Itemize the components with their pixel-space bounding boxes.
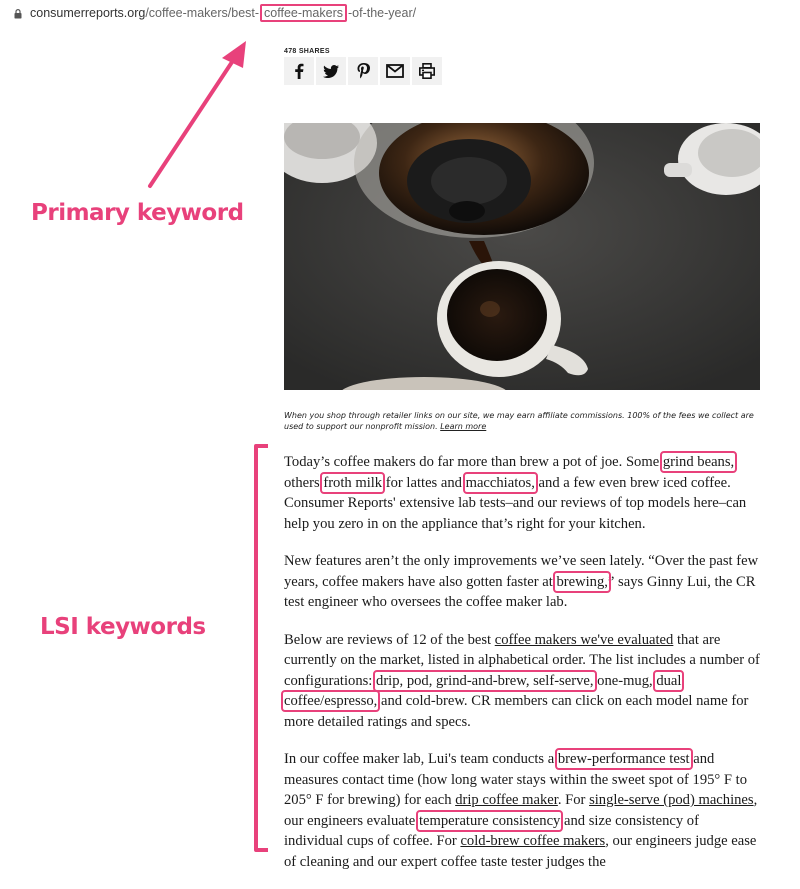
- facebook-share-button[interactable]: [284, 57, 314, 85]
- text: and measures contact time (how long water stays within the sweet spot of 195° F to 205° F for brewing) for each: [284, 751, 748, 808]
- paragraph-1: [284, 452, 760, 534]
- lsi-keywords-callout: LSI keywords: [40, 614, 206, 640]
- facebook-icon: [293, 63, 305, 79]
- lsi-keyword-macchiatos: macchiatos,: [465, 474, 535, 491]
- url-path: /coffee-makers/best-: [145, 6, 260, 20]
- lsi-keyword-froth-milk: froth milk: [323, 474, 383, 491]
- paragraph-4: [284, 749, 760, 872]
- pinterest-share-button[interactable]: [348, 57, 378, 85]
- text: for lattes and: [382, 474, 466, 491]
- lsi-keyword-temperature-consistency: temperature consistency: [418, 812, 561, 829]
- coffee-pour-illustration: [284, 123, 760, 390]
- text: . For: [557, 792, 590, 808]
- url-text[interactable]: [30, 6, 416, 20]
- text: In our coffee maker lab, Lui's team conducts a: [284, 751, 558, 767]
- text: ” says Ginny Lui, the CR test engineer who oversees the coffee maker lab.: [284, 573, 756, 610]
- print-icon: [419, 63, 435, 79]
- text: others: [284, 474, 324, 491]
- cold-brew-coffee-makers-link[interactable]: cold-brew coffee makers: [460, 833, 606, 849]
- text: and a few even brew iced coffee. Consumer Reports' extensive lab tests–and our reviews of top models here–can help you zero in on the appliance that’s right for your kitchen.: [284, 474, 747, 532]
- lsi-keyword-brew-performance-test: brew-performance test: [557, 751, 690, 767]
- primary-keyword-callout: Primary keyword: [31, 200, 244, 226]
- drip-coffee-maker-link[interactable]: drip coffee maker: [455, 792, 558, 808]
- learn-more-link[interactable]: Learn more: [440, 422, 487, 431]
- paragraph-3: [284, 630, 760, 733]
- disclaimer-text: When you shop through retailer links on our site, we may earn affiliate commissions. 100% of the fees we collect are used to support our nonprofit mission.: [284, 411, 754, 431]
- email-share-button[interactable]: [380, 57, 410, 85]
- text: , our engineers evaluate: [284, 792, 758, 829]
- text: Below are reviews of 12 of the best: [284, 631, 495, 648]
- url-tail: -of-the-year/: [348, 6, 417, 20]
- text: that are currently on the market, listed in alphabetical order. The list includes a number of configurations:: [284, 631, 760, 689]
- share-buttons: [284, 57, 442, 85]
- twitter-icon: [323, 65, 339, 78]
- url-highlight-primary-keyword: coffee-makers: [260, 4, 347, 22]
- text: Today’s coffee makers do far more than brew a pot of joe. Some: [284, 454, 663, 470]
- twitter-share-button[interactable]: [316, 57, 346, 85]
- lsi-keyword-grind-beans: grind beans,: [662, 454, 735, 470]
- text: , our engineers judge ease of cleaning and our expert coffee taste tester judges the: [284, 833, 757, 870]
- coffee-makers-evaluated-link[interactable]: coffee makers we've evaluated: [494, 631, 674, 648]
- lsi-keyword-configurations: drip, pod, grind-and-brew, self-serve,: [376, 672, 594, 689]
- pinterest-icon: [357, 63, 370, 79]
- hero-image: [284, 123, 760, 390]
- single-serve-machines-link[interactable]: single-serve (pod) machines: [589, 792, 754, 808]
- print-button[interactable]: [412, 57, 442, 85]
- address-bar[interactable]: [0, 0, 800, 28]
- paragraph-2: [284, 551, 760, 613]
- text: and cold-brew. CR members can click on each model name for more detailed ratings and specs.: [284, 693, 749, 730]
- lsi-keyword-dual-coffee-espresso: dual coffee/espresso,: [284, 672, 682, 709]
- text: New features aren’t the only improvements we’ve seen lately. “Over the past few years, coffee makers have also gotten faster at: [284, 553, 759, 590]
- lsi-keyword-brewing: brewing,: [556, 573, 608, 590]
- email-icon: [386, 64, 404, 78]
- lock-icon: [14, 9, 22, 19]
- text: one-mug,: [593, 672, 657, 689]
- article-body: [284, 452, 760, 889]
- share-count: 478 SHARES: [284, 48, 330, 55]
- text: and size consistency of individual cups of coffee. For: [284, 812, 699, 849]
- affiliate-disclaimer: [284, 410, 760, 432]
- url-host: consumerreports.org: [30, 6, 146, 20]
